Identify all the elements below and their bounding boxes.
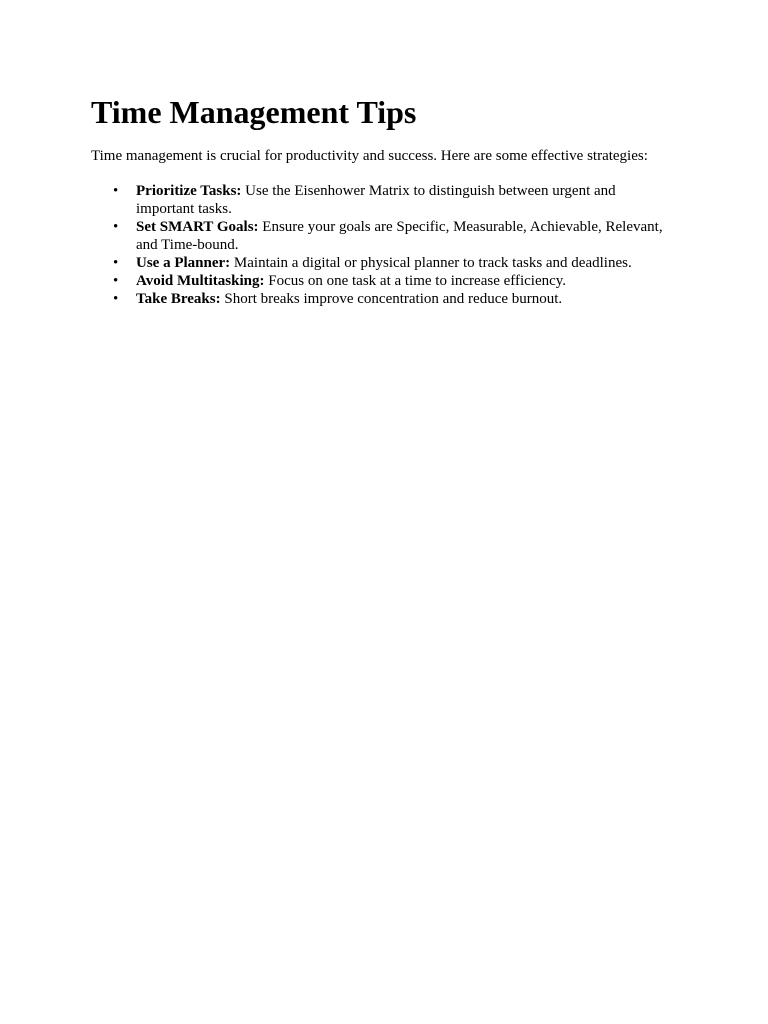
bullet-icon: •	[113, 255, 119, 271]
tip-label: Take Breaks:	[136, 291, 221, 307]
list-item-avoid-multitasking	[113, 272, 672, 290]
page-title: Time Management Tips	[91, 94, 417, 130]
tip-text: Maintain a digital or physical planner to track tasks and deadlines.	[230, 255, 632, 271]
tip-text: Focus on one task at a time to increase efficiency.	[264, 273, 567, 289]
list-item-take-breaks	[113, 290, 672, 308]
list-item-set-smart-goals	[113, 218, 672, 254]
tip-label: Set SMART Goals:	[136, 219, 259, 235]
list-item-prioritize-tasks	[113, 182, 672, 218]
tip-label: Avoid Multitasking:	[136, 273, 265, 289]
bullet-icon: •	[113, 273, 119, 289]
intro-paragraph: Time management is crucial for productivity and success. Here are some effective strategies:	[91, 148, 648, 164]
bullet-icon: •	[113, 219, 119, 235]
tip-text: Ensure your goals are Specific, Measurable, Achievable, Relevant, and Time-bound.	[136, 219, 663, 253]
tip-label: Prioritize Tasks:	[136, 183, 242, 199]
bullet-icon: •	[113, 183, 119, 199]
list-item-use-a-planner	[113, 254, 672, 272]
tip-label: Use a Planner:	[136, 255, 231, 271]
bullet-icon: •	[113, 291, 119, 307]
tip-text: Short breaks improve concentration and reduce burnout.	[220, 291, 563, 307]
tip-text: Use the Eisenhower Matrix to distinguish between urgent and important tasks.	[136, 183, 616, 217]
tips-list	[91, 182, 672, 308]
